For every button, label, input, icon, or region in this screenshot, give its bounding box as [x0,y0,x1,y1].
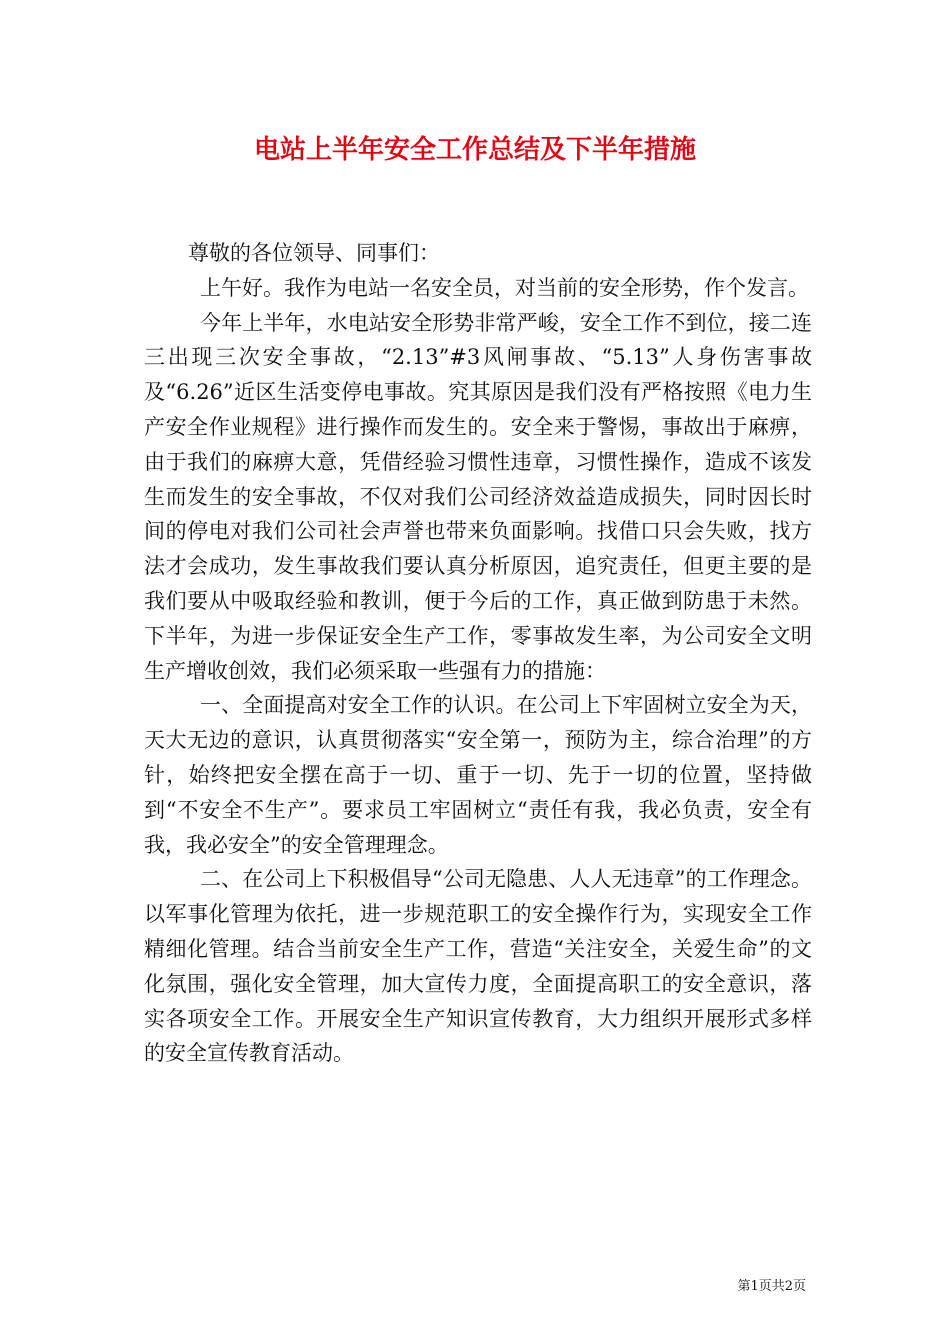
document-body [144,236,812,1071]
paragraph-measure-one: 一、全面提高对安全工作的认识。在公司上下牢固树立安全为天，天大无边的意识，认真贯彻落实“安全第一，预防为主，综合治理”的方针，始终把安全摆在高于一切、重于一切、先于一切的位置，坚持做到“不安全不生产”。要求员工牢固树立“责任有我，我必负责，安全有我，我必安全”的安全管理理念。 [144,693,812,857]
document-title: 电站上半年安全工作总结及下半年措施 [253,135,696,165]
page-number: 第1页共2页 [737,1279,806,1294]
paragraph-measure-two: 二、在公司上下积极倡导“公司无隐患、人人无违章”的工作理念。以军事化管理为依托，进一步规范职工的安全操作行为，实现安全工作精细化管理。结合当前安全生产工作，营造“关注安全，关爱生命”的文化氛围，强化安全管理，加大宣传力度，全面提高职工的安全意识，落实各项安全工作。开展安全生产知识宣传教育，大力组织开展形式多样的安全宣传教育活动。 [144,867,812,1066]
paragraph-situation: 今年上半年，水电站安全形势非常严峻，安全工作不到位，接二连三出现三次安全事故，“2.13”#3风闸事故、“5.13”人身伤害事故及“6.26”近区生活变停电事故。究其原因是我们没有严格按照《电力生产安全作业规程》进行操作而发生的。安全来于警惕，事故出于麻痹，由于我们的麻痹大意，凭借经验习惯性违章，习惯性操作，造成不该发生而发生的安全事故，不仅对我们公司经济效益造成损失，同时因长时间的停电对我们公司社会声誉也带来负面影响。找借口只会失败，找方法才会成功，发生事故我们要认真分析原因，追究责任，但更主要的是我们要从中吸取经验和教训，便于今后的工作，真正做到防患于未然。下半年，为进一步保证安全生产工作，零事故发生率，为公司安全文明生产增收创效，我们必须采取一些强有力的措施： [144,310,812,683]
paragraph-greeting: 尊敬的各位领导、同事们： [188,241,440,265]
paragraph-opening: 上午好。我作为电站一名安全员，对当前的安全形势，作个发言。 [200,275,809,300]
